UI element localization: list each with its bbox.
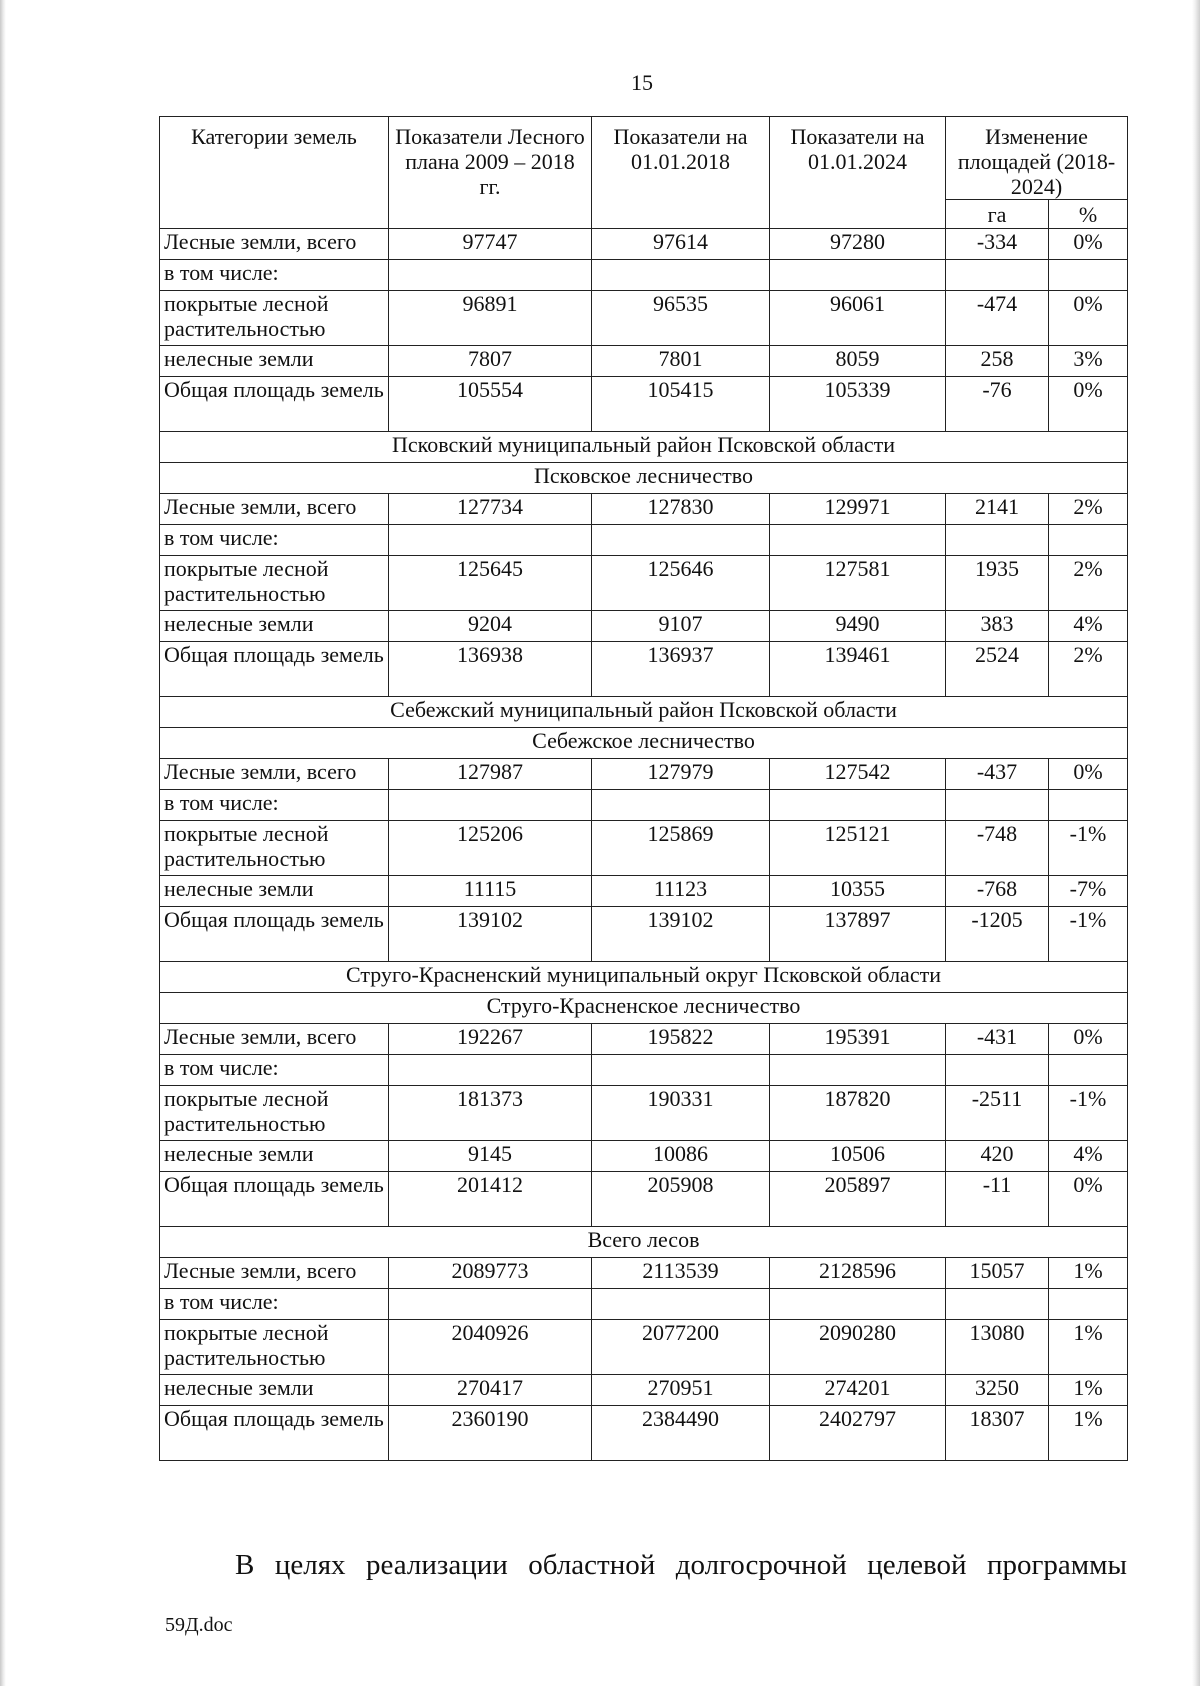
value-2024: 187820 <box>770 1086 946 1141</box>
change-percent: 1% <box>1049 1406 1128 1461</box>
value-2024: 274201 <box>770 1375 946 1406</box>
scan-edge-left <box>0 0 6 1686</box>
table-row <box>160 1055 1128 1086</box>
header-2024: Показатели на 01.01.2024 <box>770 117 946 229</box>
change-percent: 1% <box>1049 1258 1128 1289</box>
row-label: нелесные земли <box>160 1375 389 1406</box>
value-2024: 10506 <box>770 1141 946 1172</box>
change-ha: 2524 <box>946 642 1049 697</box>
change-ha: -768 <box>946 876 1049 907</box>
table-row <box>160 790 1128 821</box>
row-label: Общая площадь земель <box>160 1406 389 1461</box>
value-2024: 129971 <box>770 494 946 525</box>
value-2018: 139102 <box>592 907 770 962</box>
table-row <box>160 346 1128 377</box>
value-2009-2018: 97747 <box>389 229 592 260</box>
footer-filename: 59Д.doc <box>165 1614 233 1636</box>
value-2024: 105339 <box>770 377 946 432</box>
value-2018 <box>592 260 770 291</box>
change-percent: 2% <box>1049 642 1128 697</box>
change-percent: 0% <box>1049 377 1128 432</box>
table-row <box>160 1320 1128 1375</box>
value-2024: 205897 <box>770 1172 946 1227</box>
value-2009-2018: 270417 <box>389 1375 592 1406</box>
value-2018: 190331 <box>592 1086 770 1141</box>
value-2024: 125121 <box>770 821 946 876</box>
change-percent: 0% <box>1049 1024 1128 1055</box>
table-row <box>160 260 1128 291</box>
value-2018: 97614 <box>592 229 770 260</box>
table-row <box>160 525 1128 556</box>
value-2018: 11123 <box>592 876 770 907</box>
row-label: покрытые лесной растительностью <box>160 556 389 611</box>
row-label: Общая площадь земель <box>160 1172 389 1227</box>
table-row <box>160 229 1128 260</box>
value-2009-2018 <box>389 1289 592 1320</box>
value-2024 <box>770 1289 946 1320</box>
row-label: покрытые лесной растительностью <box>160 821 389 876</box>
forestry-row <box>160 728 1128 759</box>
table-row <box>160 1258 1128 1289</box>
header-unit-ha: га <box>946 200 1049 229</box>
value-2009-2018: 9145 <box>389 1141 592 1172</box>
change-ha: -474 <box>946 291 1049 346</box>
row-label: Лесные земли, всего <box>160 1258 389 1289</box>
forestry-row <box>160 1227 1128 1258</box>
row-label: Лесные земли, всего <box>160 229 389 260</box>
value-2024: 2402797 <box>770 1406 946 1461</box>
value-2018: 195822 <box>592 1024 770 1055</box>
value-2018: 270951 <box>592 1375 770 1406</box>
value-2009-2018: 2360190 <box>389 1406 592 1461</box>
value-2009-2018: 9204 <box>389 611 592 642</box>
value-2018: 2077200 <box>592 1320 770 1375</box>
change-ha: -11 <box>946 1172 1049 1227</box>
value-2018: 127979 <box>592 759 770 790</box>
change-ha: 13080 <box>946 1320 1049 1375</box>
row-label: Общая площадь земель <box>160 377 389 432</box>
value-2009-2018 <box>389 790 592 821</box>
table-row <box>160 1141 1128 1172</box>
value-2018: 9107 <box>592 611 770 642</box>
change-ha: 383 <box>946 611 1049 642</box>
value-2024: 9490 <box>770 611 946 642</box>
change-ha: 1935 <box>946 556 1049 611</box>
change-ha <box>946 260 1049 291</box>
change-ha <box>946 525 1049 556</box>
value-2009-2018: 2089773 <box>389 1258 592 1289</box>
row-label: покрытые лесной растительностью <box>160 1320 389 1375</box>
change-percent: 4% <box>1049 611 1128 642</box>
change-percent: 0% <box>1049 291 1128 346</box>
table-row <box>160 1406 1128 1461</box>
table-row <box>160 1289 1128 1320</box>
change-ha <box>946 1055 1049 1086</box>
page-number: 15 <box>631 70 653 95</box>
change-ha: 258 <box>946 346 1049 377</box>
value-2009-2018: 125645 <box>389 556 592 611</box>
table-row <box>160 821 1128 876</box>
row-label: Общая площадь земель <box>160 907 389 962</box>
value-2024 <box>770 525 946 556</box>
value-2018: 136937 <box>592 642 770 697</box>
table-row <box>160 907 1128 962</box>
row-label: Лесные земли, всего <box>160 759 389 790</box>
change-ha: 2141 <box>946 494 1049 525</box>
table-row <box>160 1172 1128 1227</box>
value-2009-2018: 127987 <box>389 759 592 790</box>
change-percent: -1% <box>1049 907 1128 962</box>
district-title: Псковский муниципальный район Псковской области <box>160 432 1128 463</box>
value-2024: 2128596 <box>770 1258 946 1289</box>
change-percent: -1% <box>1049 821 1128 876</box>
value-2024 <box>770 260 946 291</box>
change-percent: 1% <box>1049 1375 1128 1406</box>
district-row <box>160 697 1128 728</box>
table-row <box>160 1086 1128 1141</box>
district-title: Струго-Красненский муниципальный округ Псковской области <box>160 962 1128 993</box>
change-ha: -1205 <box>946 907 1049 962</box>
value-2024: 97280 <box>770 229 946 260</box>
table-row <box>160 642 1128 697</box>
value-2009-2018: 11115 <box>389 876 592 907</box>
value-2018 <box>592 790 770 821</box>
value-2018 <box>592 1289 770 1320</box>
value-2024: 195391 <box>770 1024 946 1055</box>
value-2009-2018: 7807 <box>389 346 592 377</box>
value-2009-2018 <box>389 260 592 291</box>
table-row <box>160 876 1128 907</box>
change-ha: -76 <box>946 377 1049 432</box>
value-2018 <box>592 1055 770 1086</box>
value-2018: 96535 <box>592 291 770 346</box>
change-percent: 4% <box>1049 1141 1128 1172</box>
table-row <box>160 759 1128 790</box>
value-2018: 7801 <box>592 346 770 377</box>
row-label: Общая площадь земель <box>160 642 389 697</box>
value-2009-2018 <box>389 1055 592 1086</box>
value-2009-2018: 127734 <box>389 494 592 525</box>
table-row <box>160 1024 1128 1055</box>
table-row <box>160 494 1128 525</box>
value-2009-2018: 201412 <box>389 1172 592 1227</box>
change-percent <box>1049 790 1128 821</box>
row-label: нелесные земли <box>160 611 389 642</box>
change-percent: 0% <box>1049 229 1128 260</box>
table-row <box>160 1375 1128 1406</box>
forestry-row <box>160 463 1128 494</box>
change-percent <box>1049 1289 1128 1320</box>
district-row <box>160 962 1128 993</box>
value-2024: 8059 <box>770 346 946 377</box>
row-label: в том числе: <box>160 1289 389 1320</box>
value-2018: 205908 <box>592 1172 770 1227</box>
header-forest-plan: Показатели Лесного плана 2009 – 2018 гг. <box>389 117 592 229</box>
row-label: нелесные земли <box>160 346 389 377</box>
value-2024: 137897 <box>770 907 946 962</box>
value-2024: 10355 <box>770 876 946 907</box>
change-percent: -1% <box>1049 1086 1128 1141</box>
change-percent: 2% <box>1049 494 1128 525</box>
change-ha: -334 <box>946 229 1049 260</box>
scan-edge-right <box>1192 0 1200 1686</box>
row-label: в том числе: <box>160 790 389 821</box>
change-percent: 1% <box>1049 1320 1128 1375</box>
change-ha <box>946 1289 1049 1320</box>
value-2018: 2384490 <box>592 1406 770 1461</box>
value-2024 <box>770 790 946 821</box>
change-ha: -748 <box>946 821 1049 876</box>
value-2024: 127581 <box>770 556 946 611</box>
table-row <box>160 556 1128 611</box>
district-title: Себежский муниципальный район Псковской области <box>160 697 1128 728</box>
row-label: Лесные земли, всего <box>160 494 389 525</box>
value-2009-2018: 136938 <box>389 642 592 697</box>
table-row <box>160 611 1128 642</box>
value-2024: 127542 <box>770 759 946 790</box>
change-percent: 0% <box>1049 1172 1128 1227</box>
land-categories-table <box>159 116 1128 1461</box>
body-paragraph: В целях реализации областной долгосрочной целевой программы <box>235 1549 1127 1581</box>
change-ha: -2511 <box>946 1086 1049 1141</box>
value-2009-2018: 139102 <box>389 907 592 962</box>
value-2024: 2090280 <box>770 1320 946 1375</box>
header-area-change: Изменение площадей (2018-2024) <box>946 117 1128 200</box>
header-unit-percent: % <box>1049 200 1128 229</box>
change-ha <box>946 790 1049 821</box>
row-label: в том числе: <box>160 1055 389 1086</box>
value-2018: 10086 <box>592 1141 770 1172</box>
header-2018: Показатели на 01.01.2018 <box>592 117 770 229</box>
change-ha: 18307 <box>946 1406 1049 1461</box>
row-label: покрытые лесной растительностью <box>160 291 389 346</box>
value-2009-2018: 125206 <box>389 821 592 876</box>
header-land-categories: Категории земель <box>160 117 389 229</box>
change-percent <box>1049 1055 1128 1086</box>
forestry-title: Всего лесов <box>160 1227 1128 1258</box>
row-label: нелесные земли <box>160 876 389 907</box>
forestry-title: Струго-Красненское лесничество <box>160 993 1128 1024</box>
value-2009-2018: 2040926 <box>389 1320 592 1375</box>
change-ha: 15057 <box>946 1258 1049 1289</box>
value-2009-2018: 181373 <box>389 1086 592 1141</box>
value-2009-2018 <box>389 525 592 556</box>
change-percent <box>1049 260 1128 291</box>
change-percent: 3% <box>1049 346 1128 377</box>
row-label: в том числе: <box>160 525 389 556</box>
value-2018: 125646 <box>592 556 770 611</box>
row-label: нелесные земли <box>160 1141 389 1172</box>
forestry-row <box>160 993 1128 1024</box>
change-percent <box>1049 525 1128 556</box>
row-label: Лесные земли, всего <box>160 1024 389 1055</box>
table-header <box>160 117 1128 229</box>
district-row <box>160 432 1128 463</box>
value-2024: 96061 <box>770 291 946 346</box>
forestry-title: Псковское лесничество <box>160 463 1128 494</box>
change-percent: -7% <box>1049 876 1128 907</box>
change-ha: 420 <box>946 1141 1049 1172</box>
value-2018: 127830 <box>592 494 770 525</box>
change-percent: 0% <box>1049 759 1128 790</box>
value-2024 <box>770 1055 946 1086</box>
change-ha: 3250 <box>946 1375 1049 1406</box>
value-2024: 139461 <box>770 642 946 697</box>
row-label: в том числе: <box>160 260 389 291</box>
value-2009-2018: 192267 <box>389 1024 592 1055</box>
table-row <box>160 291 1128 346</box>
value-2018: 2113539 <box>592 1258 770 1289</box>
table-row <box>160 377 1128 432</box>
value-2018: 125869 <box>592 821 770 876</box>
row-label: покрытые лесной растительностью <box>160 1086 389 1141</box>
value-2018 <box>592 525 770 556</box>
change-percent: 2% <box>1049 556 1128 611</box>
table-body <box>160 229 1128 1461</box>
value-2009-2018: 105554 <box>389 377 592 432</box>
change-ha: -431 <box>946 1024 1049 1055</box>
forestry-title: Себежское лесничество <box>160 728 1128 759</box>
change-ha: -437 <box>946 759 1049 790</box>
value-2009-2018: 96891 <box>389 291 592 346</box>
value-2018: 105415 <box>592 377 770 432</box>
